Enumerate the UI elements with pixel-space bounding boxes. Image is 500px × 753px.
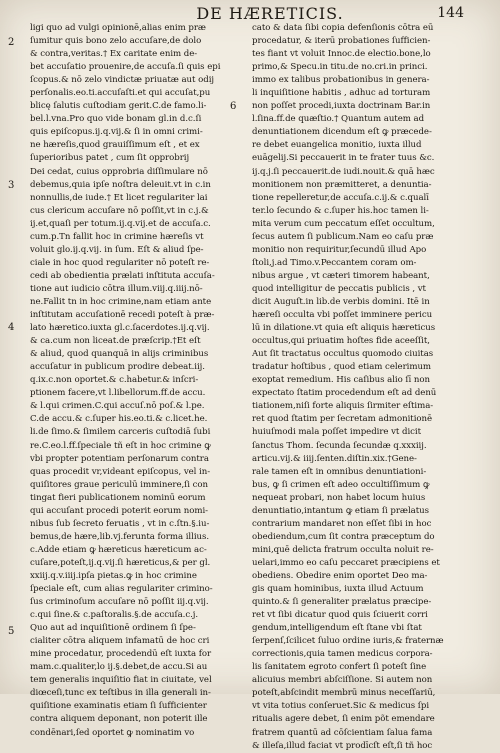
margin-number: 2	[8, 37, 15, 48]
margin-number: 3	[8, 180, 15, 191]
left-column-text-line: ſuperioribus patet , cum ſit opprobrij	[30, 153, 190, 164]
right-column-text-line: obediens. Obedire enim oportet Deo ma-	[252, 570, 428, 581]
left-column-text-line: inſtitutam accuſationē recedi poteſt à præ-	[30, 310, 215, 321]
left-column-text-line: nibus ſub ſecreto feruatis , vt in c.ſtn.§.iu-	[30, 518, 210, 529]
right-column-text-line: gendum,intelligendum eſt ſtane vbi ſtat	[252, 623, 422, 634]
left-column-text-line: ſumitur quis bono zelo accuſare,de dolo	[30, 36, 202, 47]
left-column-text-line: bet accuſatio prouenire,de accuſa.ſi quis epi	[30, 62, 221, 73]
right-column-text-line: mini,quē delicta fratrum occulta noluit re-	[252, 544, 434, 555]
right-column-text-line: ij.q.j.ſi peccauerit.de iudi.nouit.& quā hæc	[252, 166, 435, 177]
right-column-text-line: re debet euangelica monitio, iuxta illud	[252, 140, 422, 151]
left-column-text-line: ciale in hoc quod regulariter nō poteſt re-	[30, 257, 210, 268]
right-column-text-line: ret vt ſibi dicatur quod quis ſciuerit corri	[252, 610, 428, 621]
right-column-text-line: tione repelleretur,de accuſa.c.ij.& c.qualī	[252, 192, 429, 203]
left-column-text-line: ij.et,quaſi per totum.ij.q.vij.et de accuſa.c.	[30, 218, 211, 229]
left-column-text-line: perſonalis.eo.ti.accuſaſti.et qui accuſat,pu	[30, 88, 211, 99]
left-column-text-line: tem generalis inquiſitio fiat in ciuitate, vel	[30, 675, 212, 686]
right-column-text-line: nibus argue , vt cæteri timorem habeant,	[252, 270, 430, 281]
right-column-text-line: bus, ꝙ ſi crimen eſt adeo occultiſſimum ꝙ	[252, 479, 430, 490]
left-column-text-line: condēnari,ſed oportet ꝙ nominatim vo	[30, 727, 195, 738]
right-column-text-line: ret quod ſtatim per ſecretam admonitionē	[252, 414, 433, 425]
right-column-text-line: euāgelij.Si peccauerit in te frater tuus &c.	[252, 153, 435, 164]
right-column-text-line: articu.vij.& iiij.ſenten.diſtin.xix.†Gene-	[252, 453, 417, 464]
right-column-text-line: huiuſmodi mala poſſet impedire vt dicit	[252, 427, 422, 438]
right-column-text-line: cato & data ſibi copia defenſionis cōtra eū	[252, 23, 434, 33]
right-column-text-line: tiationem,niſi forte aliquis ſirmiter eſtima-	[252, 401, 434, 412]
right-column-text-line: lis ſanitatem egroto confert ſi poteſt ſine	[252, 662, 427, 673]
page-number: 144	[437, 5, 464, 21]
left-column-text-line: cedi ab obedientia prælati inſtituta accuſa-	[30, 270, 215, 281]
right-column-text-line: dicit Auguſt.in lib.de verbis domini. Itē in	[252, 296, 430, 307]
left-column-text-line: ſus criminoſum accuſare nō poſſit iij.q.vij.	[30, 597, 209, 608]
left-column-text-line: contra aliquem deponant, non poterit ille	[30, 714, 208, 725]
right-column-text-line: vt vita totius conſeruet.Sic & medicus ſpi	[252, 701, 430, 712]
left-column-text-line: cum.p.Tn fallit hoc in crimine hæreſis vt	[30, 231, 204, 242]
right-column-text-line: rale tamen eſt in omnibus denuntiationi-	[252, 466, 427, 477]
left-column-text-line: vbi propter potentiam perſonarum contra	[30, 453, 209, 464]
margin-number: 6	[230, 101, 237, 112]
left-column-text-line: ne hæreſis,quod grauiſſimum eſt , et ex	[30, 140, 200, 151]
right-column-text-line: alicuius membri abſciſſione. Si autem non	[252, 675, 433, 686]
right-column-text-line: nequeat probari, non habet locum huius	[252, 492, 426, 503]
right-column-text-line: li inquiſitione habitis , adhuc ad torturam	[252, 88, 431, 99]
left-column-text-line: ptionem facere,vt l.libellorum.ff.de accu.	[30, 388, 206, 399]
left-column-text-line: ſcopus.& nō zelo vindictæ priuatæ aut odij	[30, 75, 215, 86]
right-column-text-line: lū in dilatione.vt quia eſt aliquis hæreticus	[252, 323, 436, 334]
right-column-text-line: procedatur, & iterū probationes ſufficien-	[252, 36, 431, 47]
right-column-text-line: non poſſet procedi,iuxta doctrinam Bar.in	[252, 101, 431, 112]
left-column-text-line: cuſare,poteſt,ij.q.vij.ſi hæreticus,& per gl.	[30, 557, 211, 568]
right-column-text-line: ſerpenſ,ſcilicet ſuluo ordine iuris,& fraternæ	[252, 636, 444, 647]
right-column-text-line: fratrem quantū ad cōſcientiam ſalua fama	[252, 727, 433, 738]
left-column-text-line: Quo aut ad inquiſitionē ordinem ſi ſpe-	[30, 623, 196, 634]
left-column-text-line: nonnullis,de iude.† Et licet regulariter lai	[30, 192, 208, 203]
right-column-text-line: gis quam hominibus, iuxta illud Actuum	[252, 584, 424, 595]
left-column-text-line: ſpeciale eſt, cum alias regulariter crimino-	[30, 584, 213, 595]
right-column-text-line: obediendum,cum ſit contra præceptum do	[252, 531, 435, 542]
right-column-text-line: mita verum cum peccatum eſſet occultum,	[252, 218, 435, 229]
left-column-text-line: & l.qui crimen.C.qui accuſ.nō poſ.& l.pe.	[30, 401, 205, 412]
right-column-text-line: exoptat remedium. His caſibus alio ſī non	[252, 375, 431, 386]
left-column-text-line: bel.l.vna.Pro quo vide bonam gl.in d.c.ſi	[30, 114, 202, 125]
right-column-text-line: monitio non requiritur,ſecundū illud Apo	[252, 244, 427, 255]
margin-number: 4	[8, 322, 15, 333]
right-column-text-line: Aut ſit tractatus occultus quomodo ciuitas	[252, 349, 434, 360]
left-column-text-line: cialiter cōtra aliquem infamatū de hoc cri	[30, 636, 210, 647]
right-column-text-line: primo,& Specu.in titu.de no.cri.in princi.	[252, 62, 428, 73]
running-head: DE HÆRETICIS.	[196, 4, 344, 23]
right-column-text-line: denuntiatio,intantum ꝙ etiam ſi prælatus	[252, 505, 429, 516]
left-column	[30, 22, 242, 738]
right-column-text-line: contrarium mandaret non eſſet ſibi in hoc	[252, 518, 432, 529]
left-column-text-line: mam.c.qualiter,lo ij.§.debet,de accu.Si au	[30, 662, 208, 673]
right-column-text-line: poteſt,abſcindit membrū minus neceſſariū,	[252, 688, 436, 699]
right-column-text-line: denuntiationem dicendum eſt ꝙ præcede-	[252, 127, 432, 138]
right-column-text-line: monitionem non præmitteret, a denuntia-	[252, 179, 432, 190]
left-column-text-line: qui accuſant procedi poterit eorum nomi-	[30, 505, 209, 516]
left-column-text-line: quis epiſcopus.ij.q.vij.& ſi in omni crimi-	[30, 127, 203, 138]
right-column-text-line: expectato ſtatim procedendum eſt ad denū	[252, 388, 437, 399]
right-column-text-line: quinto.& ſi generaliter prælatus præcipe-	[252, 597, 432, 608]
left-column-text-line: & ca.cum non liceat.de præſcrip.†Et eſt	[30, 336, 201, 347]
left-column-text-line: c.Adde etiam ꝙ hæreticus hæreticum ac-	[30, 544, 207, 555]
left-column-text-line: xxiij.q.v.iiij.ipſa pietas.ꝙ in hoc crimine	[30, 570, 197, 581]
left-column-text-line: cus clericum accuſare nō poſſit,vt in c.j.&	[30, 205, 209, 216]
left-column-text-line: ligi quo ad vulgi opinionē,alias enim præ	[30, 23, 206, 33]
right-column-text-line: hæreſi occulta vbi poſſet imminere pericu	[252, 310, 433, 321]
right-column-text-line: ritualis agere debet, ſi enim põt emendare	[252, 714, 435, 725]
right-column-text-line: ſecus autem ſi publicum.Nam eo caſu præ	[252, 231, 434, 242]
right-column-text-line: ſanctus Thom. ſecunda ſecundæ q.xxxiij.	[252, 440, 427, 451]
left-column-text-line: ne.Fallit tn in hoc crimine,nam etiam ante	[30, 296, 212, 307]
left-column-text-line: Dei cedat, cuius opprobria diſſimulare nō	[30, 166, 208, 177]
left-column-text-line: C.de accu.& c.ſuper his.eo.ti.& c.licet.he.	[30, 414, 208, 425]
right-column-text-line: l.ſina.ff.de quæſtio.† Quantum autem ad	[252, 114, 425, 125]
right-column-text-line: & illeſa,illud faciat vt prodīcſt eſt,ſi tñ hoc	[252, 740, 433, 751]
left-column-text-line: lato hæretico.iuxta gl.c.ſacerdotes.ij.q.vij.	[30, 323, 210, 334]
left-column-text-line: c.qui ſine.& c.paſtoralis.§.de accuſa.c.j.	[30, 610, 199, 621]
left-column-text-line: bemus,de hære,lib.vj.ferunta forma illius.	[30, 531, 210, 542]
left-column-text-line: quiſitores graue periculū imminere,ſi con	[30, 479, 209, 490]
left-column-text-line: accuſatur in publicum prodire debeat.iij.	[30, 362, 205, 373]
right-column-text-line: uelari,immo eo caſu peccaret præcipiens et	[252, 557, 440, 568]
left-column-text-line: q.ix.c.non oportet.& c.habetur.& inſcri-	[30, 375, 199, 386]
left-column-text-line: re.C.eo.l.ff.ſpeciale tñ eſt in hoc crimine ꝙ	[30, 440, 211, 451]
left-column-text-line: voluit glo.ij.q.vij. in ſum. Eſt & aliud ſpe-	[30, 244, 204, 255]
right-column-text-line: ter.lo ſecundo & c.ſuper his.hoc tamen li-	[252, 205, 429, 216]
right-column-text-line: immo ex talibus probationibus in genera-	[252, 75, 430, 86]
left-column-text-line: diœceſi,tunc ex teſtibus in illa generali in-	[30, 688, 211, 699]
left-column-text-line: & aliud, quod quanquā in alijs criminibus	[30, 349, 209, 360]
right-column-text-line: tradatur hoſtibus , quod etiam celerimum	[252, 362, 432, 373]
left-column-text-line: tione aut iudicio cōtra illum.viij.q.iiij.nō-	[30, 283, 203, 294]
left-column-text-line: debemus,quia ipſe noſtra deleuit.vt in c.in	[30, 179, 211, 190]
left-column-text-line: tingat fieri publicationem nominū eorum	[30, 492, 206, 503]
right-column	[252, 22, 474, 751]
left-column-text-line: mine procedatur, procedendū eſt iuxta for	[30, 649, 212, 660]
left-column-text-line: quiſitione examinatis etiam ſi ſufficienter	[30, 701, 207, 712]
margin-number: 5	[8, 626, 15, 637]
left-column-text-line: li.de ſimo.& ſimilem carceris cuſtodiā ſubi	[30, 427, 211, 438]
left-column-text-line: blicę ſalutis cuſtodiam gerit.C.de famo.li-	[30, 101, 207, 112]
right-column-text-line: ſtoli,j.ad Timo.v.Peccantem coram om-	[252, 257, 417, 268]
right-column-text-line: quod intelligitur de peccatis publicis , vt	[252, 283, 426, 294]
left-column-text-line: quas procedit vr,videant epiſcopus, vel in-	[30, 466, 211, 477]
left-column-text-line: & contra,veritas.† Ex caritate enim de-	[30, 49, 198, 60]
right-column-text-line: correctionis,quia tamen medicus corpora-	[252, 649, 433, 660]
right-column-text-line: tes fiant vt voluit Innoc.de electio.bone,lo	[252, 49, 431, 60]
right-column-text-line: occultus,qui priuatim hoſtes fide aceeſſit,	[252, 336, 430, 347]
